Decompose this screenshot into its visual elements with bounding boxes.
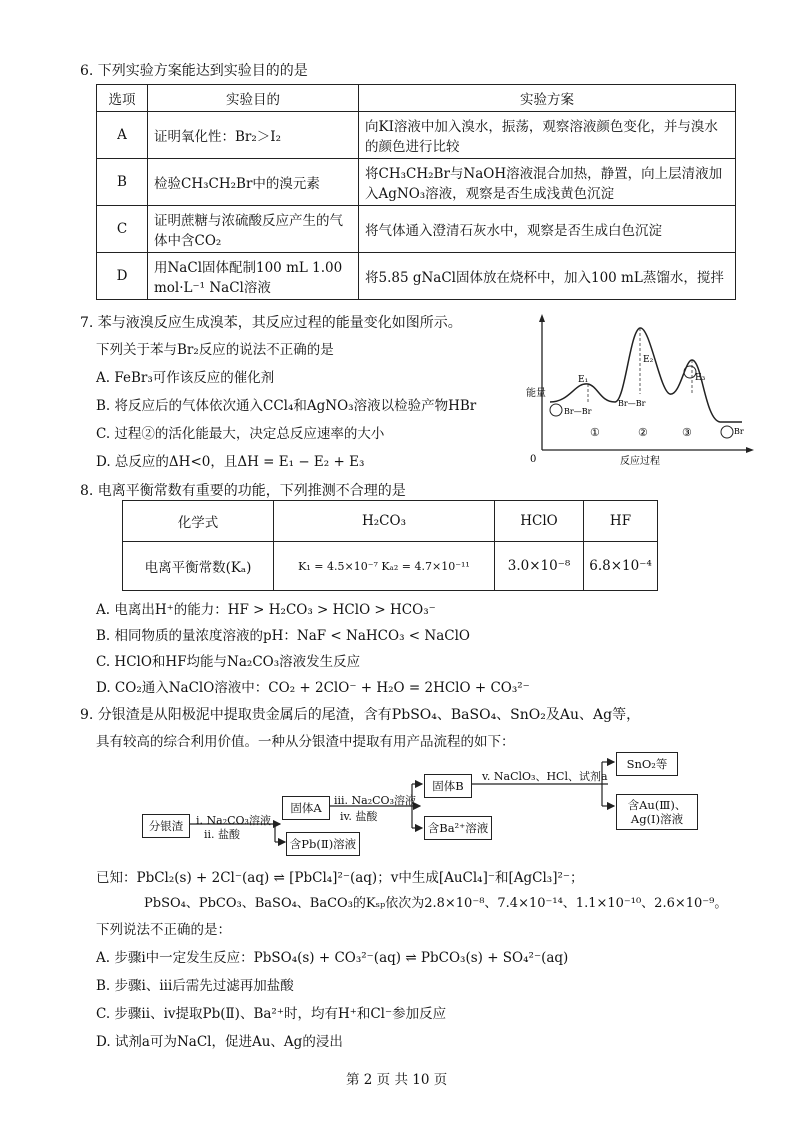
q6-row-c-plan: 将气体通入澄清石灰水中，观察是否生成白色沉淀 (359, 206, 736, 253)
q6-header-purpose: 实验目的 (148, 85, 359, 112)
q6-row-d-option: D (97, 253, 148, 300)
q8-header-hclo: HClO (495, 501, 584, 542)
q7-option-d: D. 总反应的ΔH<0，且ΔH = E₁ − E₂ + E₃ (96, 454, 365, 470)
q9-flow-step3: v. NaClO₃、HCl、试剂a (482, 770, 608, 783)
q8-option-b: B. 相同物质的量浓度溶液的pH：NaF < NaHCO₃ < NaClO (96, 628, 470, 644)
q8-row-label: 电离平衡常数(Kₐ) (123, 542, 274, 591)
q6-row-d-plan: 将5.85 gNaCl固体放在烧杯中，加入100 mL蒸馏水，搅拌 (359, 253, 736, 300)
q7-subquestion: 下列关于苯与Br₂反应的说法不正确的是 (96, 342, 334, 358)
q9-option-c: C. 步骤ii、iv提取Pb(Ⅱ)、Ba²⁺时，均有H⁺和Cl⁻参加反应 (96, 1006, 447, 1022)
q7-chart-stage-3: ③ (682, 426, 692, 439)
q7-chart-xlabel: 反应过程 (620, 456, 660, 467)
q9-option-d: D. 试剂a可为NaCl，促进Au、Ag的浸出 (96, 1034, 343, 1050)
q8-value-h2co3: K₁ = 4.5×10⁻⁷ Kₐ₂ = 4.7×10⁻¹¹ (274, 542, 495, 591)
q7-option-a: A. FeBr₃可作该反应的催化剂 (96, 370, 275, 386)
q8-header-hf: HF (584, 501, 658, 542)
q9-known-line1: 已知：PbCl₂(s) + 2Cl⁻(aq) ⇌ [PbCl₄]²⁻(aq)；v中生成[AuCl₄]⁻和[AgCl₃]²⁻； (96, 870, 584, 886)
q7-chart-br: Br (734, 427, 744, 436)
q8-value-hclo: 3.0×10⁻⁸ (495, 542, 584, 591)
q6-table (96, 84, 736, 300)
q6-header-plan: 实验方案 (359, 85, 736, 112)
q9-flow-au-line2: Ag(Ⅰ)溶液 (630, 812, 684, 826)
q6-row-b-option: B (97, 159, 148, 206)
q6-row-c-option: C (97, 206, 148, 253)
q8-stem: 8. 电离平衡常数有重要的功能，下列推测不合理的是 (80, 483, 406, 499)
q9-flow-ba-solution: 含Ba²⁺溶液 (424, 816, 492, 840)
q7-stem: 7. 苯与液溴反应生成溴苯，其反应过程的能量变化如图所示。 (80, 315, 462, 331)
q9-flow-solid-a: 固体A (282, 796, 330, 820)
q7-energy-diagram (520, 310, 760, 468)
page-footer: 第 2 页 共 10 页 (346, 1072, 448, 1088)
q9-flow-start: 分银渣 (142, 814, 190, 838)
q6-row-a-purpose: 证明氧化性：Br₂＞I₂ (148, 112, 359, 159)
q8-table (122, 500, 658, 591)
q7-chart-stage-2: ② (638, 426, 648, 439)
q9-option-a: A. 步骤i中一定发生反应：PbSO₄(s) + CO₃²⁻(aq) ⇌ PbCO₃(s) + SO₄²⁻(aq) (96, 950, 569, 966)
q9-option-b: B. 步骤i、iii后需先过滤再加盐酸 (96, 978, 294, 994)
q7-chart-e2: E₂ (643, 355, 654, 365)
q6-row-d-purpose: 用NaCl固体配制100 mL 1.00 mol·L⁻¹ NaCl溶液 (148, 253, 359, 300)
q9-stem-line2: 具有较高的综合利用价值。一种从分银渣中提取有用产品流程的如下： (96, 734, 515, 750)
q9-flow-sno2: SnO₂等 (616, 752, 678, 776)
q7-option-b: B. 将反应后的气体依次通入CCl₄和AgNO₃溶液以检验产物HBr (96, 398, 477, 414)
q7-chart-e3: E₃ (695, 373, 706, 383)
q7-chart-stage-1: ① (590, 426, 600, 439)
q8-option-c: C. HClO和HF均能与Na₂CO₃溶液发生反应 (96, 654, 361, 670)
q6-row-c-purpose: 证明蔗糖与浓硫酸反应产生的气体中含CO₂ (148, 206, 359, 253)
q8-header-formula: 化学式 (123, 501, 274, 542)
q7-chart-brbr-1: Br—Br (564, 407, 592, 416)
q6-row-b-purpose: 检验CH₃CH₂Br中的溴元素 (148, 159, 359, 206)
q9-flow-au-line1: 含Au(Ⅲ)、 (627, 798, 687, 812)
q9-flow-step2-bot: iv. 盐酸 (340, 810, 378, 823)
q8-option-d: D. CO₂通入NaClO溶液中：CO₂ + 2ClO⁻ + H₂O = 2HClO + CO₃²⁻ (96, 680, 530, 696)
q7-chart-origin: 0 (530, 454, 537, 465)
q8-value-hf: 6.8×10⁻⁴ (584, 542, 658, 591)
q8-header-h2co3: H₂CO₃ (274, 501, 495, 542)
q9-subquestion: 下列说法不正确的是： (96, 922, 231, 938)
q9-flow-solid-b: 固体B (424, 774, 472, 798)
q9-flow-au-solution (616, 794, 698, 830)
q6-row-a-plan: 向KI溶液中加入溴水，振荡，观察溶液颜色变化，并与溴水的颜色进行比较 (359, 112, 736, 159)
q7-option-c: C. 过程②的活化能最大，决定总反应速率的大小 (96, 426, 385, 442)
q9-known-line2: PbSO₄、PbCO₃、BaSO₄、BaCO₃的Kₛₚ依次为2.8×10⁻⁸、7.4×10⁻¹⁴、1.1×10⁻¹⁰、2.6×10⁻⁹。 (144, 896, 728, 911)
q8-option-a: A. 电离出H⁺的能力：HF > H₂CO₃ > HClO > HCO₃⁻ (96, 602, 436, 618)
q9-flow-step2-top: iii. Na₂CO₃溶液 (334, 794, 416, 807)
q6-stem: 6. 下列实验方案能达到实验目的的是 (80, 63, 308, 79)
q6-header-option: 选项 (97, 85, 148, 112)
q7-chart-ylabel: 能量 (526, 388, 546, 399)
q7-chart-e1: E₁ (578, 375, 589, 385)
q9-flow-pb-solution: 含Pb(Ⅱ)溶液 (286, 832, 360, 856)
q6-row-b-plan: 将CH₃CH₂Br与NaOH溶液混合加热，静置，向上层清液加入AgNO₃溶液，观察是否生成浅黄色沉淀 (359, 159, 736, 206)
q9-flow-step1-bot: ii. 盐酸 (204, 828, 241, 841)
q7-chart-brbr-2: Br—Br (618, 399, 646, 408)
q9-flow-step1-top: i. Na₂CO₃溶液 (196, 814, 271, 827)
q6-row-a-option: A (97, 112, 148, 159)
q9-stem-line1: 9. 分银渣是从阳极泥中提取贵金属后的尾渣，含有PbSO₄、BaSO₄、SnO₂及Au、Ag等， (80, 707, 641, 723)
